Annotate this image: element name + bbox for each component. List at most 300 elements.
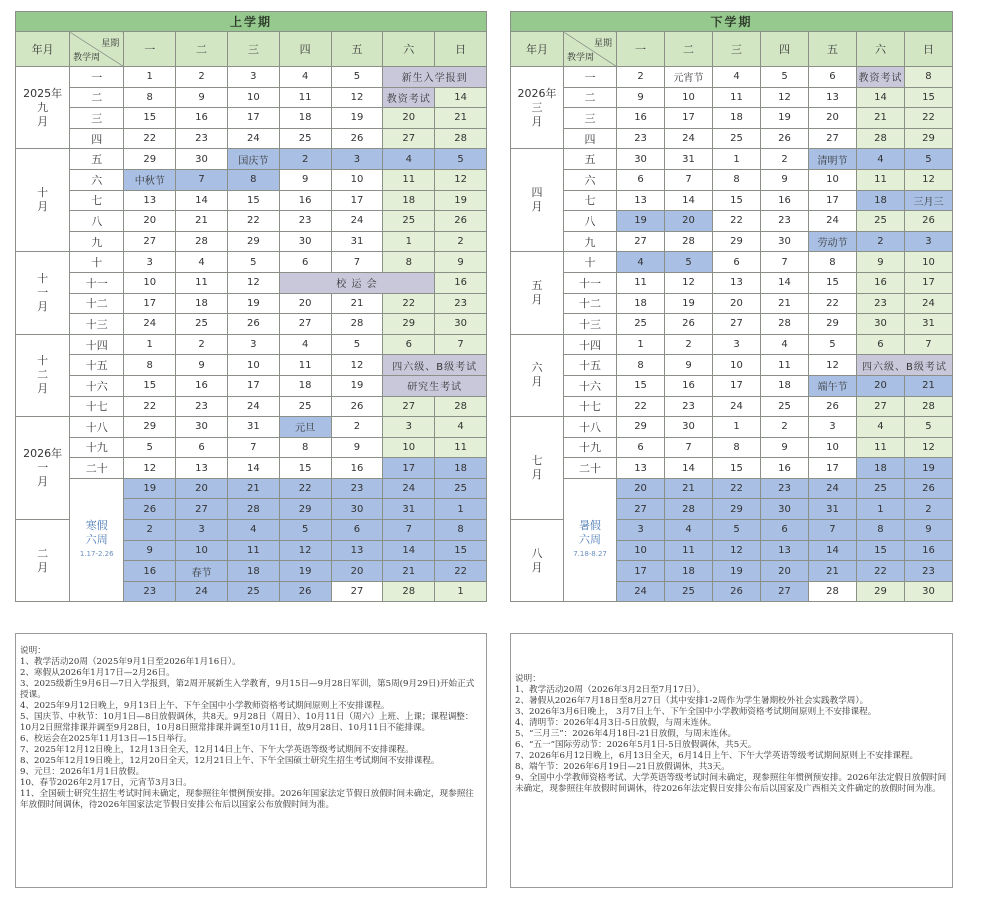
day-cell: 19 [761, 108, 809, 129]
vacation-day-cell: 28 [227, 499, 279, 520]
vacation-day-cell: 27 [761, 581, 809, 602]
month-label: 2025年 九 月 [16, 67, 70, 149]
weekend-day-cell: 30 [435, 314, 487, 335]
weekend-day-cell: 22 [904, 108, 952, 129]
vacation-day-cell: 6 [761, 520, 809, 541]
weekend-day-cell: 28 [435, 396, 487, 417]
table-row [16, 314, 487, 335]
vacation-day-cell: 23 [331, 478, 383, 499]
weekend-day-cell: 8 [904, 67, 952, 88]
event-cell: 新生入学报到 [383, 67, 487, 88]
day-cell: 16 [665, 375, 713, 396]
day-cell: 14 [761, 272, 809, 293]
day-cell: 17 [227, 108, 279, 129]
header-day: 二 [665, 32, 713, 67]
table-row [16, 396, 487, 417]
vacation-day-cell: 28 [665, 499, 713, 520]
vacation-day-cell: 23 [124, 581, 176, 602]
holiday-cell: 三月三 [904, 190, 952, 211]
teaching-week: 十一 [70, 272, 124, 293]
teaching-week: 八 [70, 211, 124, 232]
day-cell: 16 [761, 190, 809, 211]
vacation-day-cell: 1 [435, 499, 487, 520]
holiday-cell: 8 [227, 169, 279, 190]
day-cell: 26 [665, 314, 713, 335]
day-cell: 30 [617, 149, 665, 170]
weekend-day-cell: 28 [383, 581, 435, 602]
table-row [16, 211, 487, 232]
teaching-week: 十六 [70, 375, 124, 396]
teaching-week: 十六 [564, 375, 617, 396]
weekend-day-cell: 23 [856, 293, 904, 314]
day-cell: 2 [176, 67, 228, 88]
day-cell: 23 [665, 396, 713, 417]
day-cell: 1 [713, 417, 761, 438]
day-cell: 25 [761, 396, 809, 417]
weekend-day-cell: 21 [856, 108, 904, 129]
day-cell: 29 [713, 231, 761, 252]
note-item: 7、2025年12月12日晚上，12月13日全天，12月14日上午、下午大学英语等级考试期间不安排课程。 [20, 745, 414, 755]
weekend-day-cell: 25 [383, 211, 435, 232]
day-cell: 4 [176, 252, 228, 273]
weekend-day-cell: 29 [904, 128, 952, 149]
day-cell: 24 [227, 128, 279, 149]
day-cell: 10 [124, 272, 176, 293]
day-cell: 15 [279, 458, 331, 479]
weekend-day-cell: 7 [435, 334, 487, 355]
vacation-day-cell: 2 [124, 520, 176, 541]
day-cell: 19 [665, 293, 713, 314]
weekend-day-cell: 27 [383, 128, 435, 149]
day-cell: 10 [713, 355, 761, 376]
day-cell: 25 [176, 314, 228, 335]
vacation-day-cell: 19 [279, 561, 331, 582]
day-cell: 24 [665, 128, 713, 149]
vacation-day-cell: 22 [713, 478, 761, 499]
day-cell: 25 [617, 314, 665, 335]
note-item: 2、寒假从2026年1月17日—2月26日。 [20, 668, 175, 678]
day-cell: 18 [713, 108, 761, 129]
teaching-week: 五 [70, 149, 124, 170]
vacation-day-cell: 17 [617, 561, 665, 582]
day-cell: 24 [331, 211, 383, 232]
day-cell: 5 [227, 252, 279, 273]
day-cell: 16 [331, 458, 383, 479]
vacation-day-cell: 19 [124, 478, 176, 499]
vacation-day-cell: 7 [383, 520, 435, 541]
weekend-day-cell: 3 [383, 417, 435, 438]
day-cell: 6 [713, 252, 761, 273]
day-cell: 31 [665, 149, 713, 170]
table-row [511, 272, 953, 293]
table-row [511, 458, 953, 479]
header-weekday-label: 星期 [101, 39, 120, 49]
day-cell: 15 [124, 375, 176, 396]
header-teachweek-label: 教学周 [73, 53, 101, 63]
day-cell: 19 [331, 375, 383, 396]
teaching-week: 二十 [70, 458, 124, 479]
vacation-day-cell: 20 [331, 561, 383, 582]
day-cell: 12 [809, 355, 857, 376]
vacation-title: 寒假 [85, 519, 108, 533]
day-cell: 29 [809, 314, 857, 335]
holiday-cell: 清明节 [809, 149, 857, 170]
day-cell: 12 [124, 458, 176, 479]
day-cell: 16 [617, 108, 665, 129]
vacation-title: 暑假 [579, 519, 602, 533]
event-cell: 四六级、B级考试 [383, 355, 487, 376]
table-row [511, 252, 953, 273]
day-cell: 16 [279, 190, 331, 211]
teaching-week: 十八 [564, 417, 617, 438]
month-label: 七 月 [511, 417, 564, 520]
vacation-day-cell: 24 [176, 581, 228, 602]
note-item: 4、2025年9月12日晚上，9月13日上午、下午全国中小学教师资格考试期间原则上不安排课程。 [20, 701, 390, 711]
day-cell: 28 [665, 231, 713, 252]
table-row [511, 231, 953, 252]
day-cell: 17 [331, 190, 383, 211]
vacation-day-cell: 11 [227, 540, 279, 561]
weekend-day-cell: 12 [435, 169, 487, 190]
day-cell: 23 [617, 128, 665, 149]
weekend-day-cell: 18 [383, 190, 435, 211]
weekend-day-cell: 1 [435, 581, 487, 602]
month-label: 五 月 [511, 252, 564, 334]
day-cell: 23 [279, 211, 331, 232]
vacation-day-cell: 25 [856, 478, 904, 499]
table-row [511, 87, 953, 108]
day-cell: 30 [761, 231, 809, 252]
note-item: 5、“三月三”：2026年4月18日-21日放假，与周末连休。 [515, 729, 737, 739]
vacation-day-cell: 12 [713, 540, 761, 561]
note-item: 8、端午节：2026年6月19日—21日放假调休，共3天。 [515, 762, 730, 772]
note-item: 1、教学活动20周（2025年9月1日至2026年1月16日）。 [20, 657, 241, 667]
day-cell: 17 [124, 293, 176, 314]
vacation-day-cell: 23 [761, 478, 809, 499]
day-cell: 14 [176, 190, 228, 211]
weekend-day-cell: 26 [435, 211, 487, 232]
day-cell: 14 [665, 190, 713, 211]
weekend-day-cell: 22 [383, 293, 435, 314]
teaching-week: 九 [564, 231, 617, 252]
day-cell: 27 [809, 128, 857, 149]
day-cell: 20 [124, 211, 176, 232]
weekend-day-cell: 4 [435, 417, 487, 438]
table-row [16, 458, 487, 479]
day-cell: 17 [665, 108, 713, 129]
vacation-day-cell: 27 [176, 499, 228, 520]
day-cell: 19 [331, 108, 383, 129]
fall-notes-box [15, 633, 487, 888]
teaching-week: 七 [564, 190, 617, 211]
day-cell: 18 [617, 293, 665, 314]
day-cell: 13 [713, 272, 761, 293]
day-cell: 22 [809, 293, 857, 314]
day-cell: 23 [176, 128, 228, 149]
day-cell: 7 [331, 252, 383, 273]
semester-title: 下学期 [511, 12, 953, 32]
day-cell: 4 [761, 334, 809, 355]
spring-semester-calendar [510, 11, 953, 602]
day-cell: 24 [124, 314, 176, 335]
note-item: 9、元旦：2026年1月1日放假。 [20, 767, 145, 777]
weekend-day-cell: 27 [383, 396, 435, 417]
table-row [511, 375, 953, 396]
vacation-day-cell: 22 [856, 561, 904, 582]
vacation-day-cell: 26 [904, 478, 952, 499]
holiday-cell: 端午节 [809, 375, 857, 396]
day-cell: 1 [124, 67, 176, 88]
calendar-table [510, 11, 953, 602]
weekend-day-cell: 9 [856, 252, 904, 273]
holiday-cell: 元旦 [279, 417, 331, 438]
header-day: 日 [435, 32, 487, 67]
teaching-week: 十九 [70, 437, 124, 458]
weekend-day-cell: 11 [435, 437, 487, 458]
event-cell: 校 运 会 [279, 272, 434, 293]
fall-semester-calendar [15, 11, 487, 602]
teaching-week: 十二 [70, 293, 124, 314]
day-cell: 22 [124, 396, 176, 417]
day-cell: 21 [331, 293, 383, 314]
day-cell: 31 [227, 417, 279, 438]
vacation-day-cell: 3 [176, 520, 228, 541]
header-teachweek-label: 教学周 [567, 53, 595, 63]
day-cell: 9 [176, 87, 228, 108]
note-item: 3、2026年3月6日晚上， 3月7日上午、下午全国中小学教师资格考试期间原则上不安排课程。 [515, 707, 877, 717]
teaching-week: 十四 [70, 334, 124, 355]
day-cell: 28 [331, 314, 383, 335]
holiday-cell: 18 [435, 458, 487, 479]
day-cell: 8 [124, 355, 176, 376]
table-row [16, 128, 487, 149]
header-diagonal-cell [564, 32, 617, 67]
weekend-day-cell: 23 [435, 293, 487, 314]
table-row [511, 128, 953, 149]
weekend-day-cell: 20 [383, 108, 435, 129]
teaching-week: 五 [564, 149, 617, 170]
vacation-day-cell: 24 [383, 478, 435, 499]
vacation-day-cell: 5 [713, 520, 761, 541]
vacation-day-cell: 27 [617, 499, 665, 520]
vacation-day-cell: 8 [856, 520, 904, 541]
day-cell: 11 [617, 272, 665, 293]
holiday-cell: 5 [435, 149, 487, 170]
day-cell: 3 [227, 67, 279, 88]
day-cell: 8 [713, 437, 761, 458]
month-label: 2026年 三 月 [511, 67, 564, 149]
day-cell: 12 [331, 87, 383, 108]
day-cell: 6 [279, 252, 331, 273]
day-cell: 27 [713, 314, 761, 335]
day-cell: 22 [713, 211, 761, 232]
vacation-day-cell: 18 [227, 561, 279, 582]
event-cell: 教资考试 [383, 87, 435, 108]
weekend-day-cell: 19 [435, 190, 487, 211]
vacation-day-cell: 19 [713, 561, 761, 582]
day-cell: 17 [809, 190, 857, 211]
day-cell: 10 [809, 169, 857, 190]
teaching-week: 十二 [564, 293, 617, 314]
vacation-range: 1.17-2.26 [79, 550, 114, 559]
teaching-week: 六 [564, 169, 617, 190]
vacation-day-cell: 10 [617, 540, 665, 561]
day-cell: 10 [331, 169, 383, 190]
day-cell: 29 [124, 149, 176, 170]
day-cell: 2 [665, 334, 713, 355]
day-cell: 10 [809, 437, 857, 458]
weekend-day-cell: 10 [383, 437, 435, 458]
day-cell: 18 [279, 108, 331, 129]
day-cell: 12 [761, 87, 809, 108]
table-row [511, 314, 953, 335]
teaching-week: 八 [564, 211, 617, 232]
vacation-day-cell: 9 [904, 520, 952, 541]
vacation-day-cell: 30 [331, 499, 383, 520]
vacation-day-cell: 23 [904, 561, 952, 582]
table-row [16, 293, 487, 314]
teaching-week: 十一 [564, 272, 617, 293]
weekend-day-cell: 28 [435, 128, 487, 149]
vacation-day-cell: 26 [713, 581, 761, 602]
vacation-day-cell: 29 [279, 499, 331, 520]
holiday-cell: 5 [904, 149, 952, 170]
day-cell: 7 [227, 437, 279, 458]
month-label: 六 月 [511, 334, 564, 416]
day-cell: 15 [713, 190, 761, 211]
header-day: 六 [383, 32, 435, 67]
weekend-day-cell: 1 [383, 231, 435, 252]
day-cell: 25 [279, 396, 331, 417]
day-cell: 2 [761, 149, 809, 170]
vacation-day-cell: 春节 [176, 561, 228, 582]
vacation-day-cell: 20 [176, 478, 228, 499]
header-day: 六 [856, 32, 904, 67]
header-day: 一 [124, 32, 176, 67]
note-item: 9、全国中小学教师资格考试、大学英语等级考试时间未确定，现参照往年惯例预安排。2026年法定假日放假时间未确定，现参照往年放假时间调休，待2026年法定假日安排公布后以国家及广西相关文件确定的放假时间为准。 [515, 773, 947, 794]
holiday-cell: 劳动节 [809, 231, 857, 252]
day-cell: 30 [665, 417, 713, 438]
day-cell: 22 [617, 396, 665, 417]
header-day: 一 [617, 32, 665, 67]
day-cell: 13 [176, 458, 228, 479]
vacation-label [564, 478, 617, 602]
note-item: 6、校运会在2025年11月13日—15日举行。 [20, 734, 192, 744]
holiday-cell: 19 [904, 458, 952, 479]
day-cell: 15 [713, 458, 761, 479]
table-row [16, 272, 487, 293]
day-cell: 9 [665, 355, 713, 376]
table-row [16, 67, 487, 88]
vacation-day-cell: 21 [227, 478, 279, 499]
day-cell: 29 [227, 231, 279, 252]
day-cell: 14 [665, 458, 713, 479]
vacation-label [70, 478, 124, 602]
vacation-day-cell: 29 [713, 499, 761, 520]
vacation-day-cell: 10 [176, 540, 228, 561]
day-cell: 12 [227, 272, 279, 293]
vacation-day-cell: 22 [279, 478, 331, 499]
weekend-day-cell: 25 [856, 211, 904, 232]
event-cell: 研究生考试 [383, 375, 487, 396]
holiday-cell: 国庆节 [227, 149, 279, 170]
day-cell: 13 [124, 190, 176, 211]
holiday-cell: 17 [383, 458, 435, 479]
day-cell: 27 [617, 231, 665, 252]
weekend-day-cell: 11 [856, 169, 904, 190]
weekend-day-cell: 31 [904, 314, 952, 335]
day-cell: 26 [227, 314, 279, 335]
spring-notes-box [510, 633, 953, 888]
day-cell: 12 [665, 272, 713, 293]
day-cell: 7 [665, 437, 713, 458]
table-row [511, 211, 953, 232]
day-cell: 22 [124, 128, 176, 149]
weekend-day-cell: 27 [856, 396, 904, 417]
vacation-day-cell: 16 [904, 540, 952, 561]
teaching-week: 六 [70, 169, 124, 190]
day-cell: 5 [331, 334, 383, 355]
day-cell: 10 [227, 355, 279, 376]
day-cell: 26 [331, 396, 383, 417]
teaching-week: 三 [70, 108, 124, 129]
vacation-weeks: 六周 [579, 533, 602, 547]
teaching-week: 十五 [70, 355, 124, 376]
table-row [511, 478, 953, 499]
day-cell: 20 [279, 293, 331, 314]
day-cell: 8 [617, 355, 665, 376]
teaching-week: 十七 [70, 396, 124, 417]
vacation-day-cell: 11 [665, 540, 713, 561]
note-item: 7、2026年6月12日晚上，6月13日全天，6月14日上午、下午大学英语等级考试期间原则上不安排课程。 [515, 751, 919, 761]
day-cell: 4 [713, 67, 761, 88]
calendar-table [15, 11, 487, 602]
day-cell: 12 [331, 355, 383, 376]
holiday-cell: 5 [665, 252, 713, 273]
teaching-week: 七 [70, 190, 124, 211]
month-label: 十 二 月 [16, 334, 70, 416]
holiday-cell: 2 [856, 231, 904, 252]
day-cell: 5 [124, 437, 176, 458]
vacation-day-cell: 25 [435, 478, 487, 499]
day-cell: 23 [761, 211, 809, 232]
day-cell: 13 [617, 458, 665, 479]
weekend-day-cell: 2 [435, 231, 487, 252]
vacation-day-cell: 15 [435, 540, 487, 561]
day-cell: 30 [176, 149, 228, 170]
day-cell: 16 [176, 375, 228, 396]
day-cell: 1 [713, 149, 761, 170]
day-cell: 17 [809, 458, 857, 479]
holiday-cell: 21 [904, 375, 952, 396]
day-cell: 7 [665, 169, 713, 190]
day-cell: 9 [176, 355, 228, 376]
vacation-day-cell: 4 [665, 520, 713, 541]
calendar-body [16, 67, 487, 602]
table-row [16, 478, 487, 499]
holiday-cell: 4 [383, 149, 435, 170]
note-item: 11、全国硕士研究生招生考试时间未确定，现参照往年惯例预安排。2026年国家法定节假日放假时间未确定，现参照往年放假时间调休，待2026年国家法定节假日安排公布后以国家公布放假时间为准。 [20, 789, 474, 810]
table-row [16, 108, 487, 129]
vacation-day-cell: 31 [383, 499, 435, 520]
day-cell: 13 [617, 190, 665, 211]
table-row [511, 417, 953, 438]
teaching-week: 十九 [564, 437, 617, 458]
day-cell: 8 [713, 169, 761, 190]
note-item: 5、国庆节、中秋节：10月1日—8日放假调休，共8天。9月28日（周日）、10月11日（周六）上班、上课；课程调整：10月2日照常排课并调至9月28日，10月8日照常排课并调至10月11日，故9月28日、10月11日不能排课。 [20, 712, 474, 733]
note-item: 6、“五一”国际劳动节：2026年5月1日-5日放假调休，共5天。 [515, 740, 757, 750]
day-cell: 24 [227, 396, 279, 417]
